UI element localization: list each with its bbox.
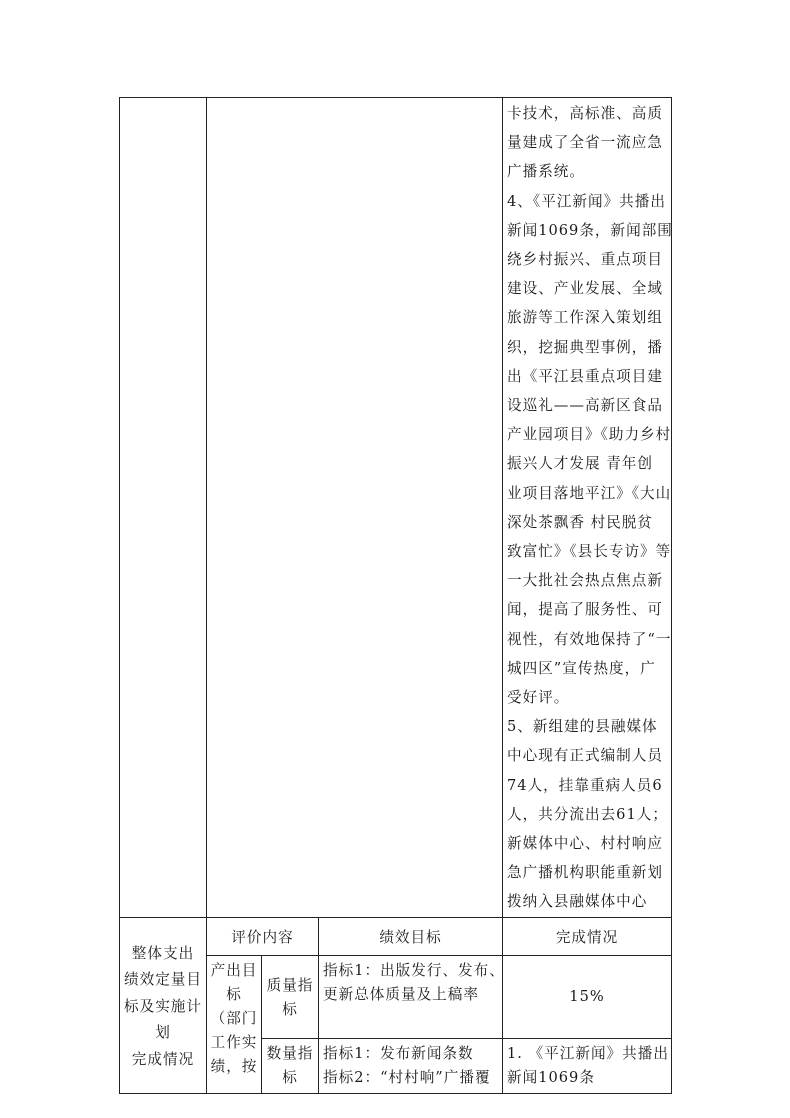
blank-cell-middle: [207, 98, 503, 918]
narrative-line: 中心现有正式编制人员: [507, 747, 663, 765]
output-target-line: 标: [226, 985, 242, 1003]
narrative-line: 5、新组建的县融媒体: [507, 718, 658, 736]
quantity-target-line: 指标1：发布新闻条数: [323, 1044, 474, 1062]
blank-cell-left: [120, 98, 207, 918]
quantity-status-line: 1. 《平江新闻》共播出: [507, 1044, 669, 1062]
header-target: 绩效目标: [319, 917, 503, 955]
narrative-row: [120, 98, 672, 918]
quantity-label-line: 标: [282, 1068, 298, 1086]
narrative-line: 拨纳入县融媒体中心: [507, 893, 648, 911]
narrative-line: 4、《平江新闻》共播出: [507, 192, 666, 210]
narrative-line: 人，共分流出去61人；: [507, 805, 668, 823]
quantity-target-cell: [319, 1038, 503, 1093]
narrative-line: 74人，挂靠重病人员6: [507, 776, 663, 794]
narrative-line: 绕乡村振兴、重点项目: [507, 251, 663, 269]
section-label-cell: [120, 917, 207, 1093]
narrative-line: 建设、产业发展、全域: [507, 280, 663, 298]
section-label-line: 完成情况: [131, 1050, 195, 1068]
quality-label-line: 质量指: [266, 976, 314, 994]
quality-target-line: 更新总体质量及上稿率: [323, 985, 479, 1003]
narrative-line: 广播系统。: [507, 163, 585, 181]
narrative-line: 一大批社会热点焦点新: [507, 572, 663, 590]
performance-table: [119, 97, 672, 1094]
narrative-line: 旅游等工作深入策划组: [507, 309, 663, 327]
quantity-label-line: 数量指: [266, 1044, 314, 1062]
output-target-line: （部门: [210, 1009, 258, 1027]
narrative-line: 产业园项目》《助力乡村: [507, 426, 672, 444]
quality-indicator-label: [262, 955, 319, 1038]
header-content: 评价内容: [207, 917, 319, 955]
narrative-line: 新媒体中心、村村响应: [507, 835, 663, 853]
quantity-indicator-label: [262, 1038, 319, 1093]
section-label-line: 标及实施计: [124, 997, 202, 1015]
output-target-line: 工作实: [210, 1033, 258, 1051]
narrative-line: 城四区”宣传热度，广: [507, 659, 656, 677]
narrative-line: 量建成了全省一流应急: [507, 134, 663, 152]
section-label-line: 划: [155, 1024, 171, 1042]
header-row: [120, 917, 672, 955]
output-target-line: 绩，按: [210, 1057, 258, 1075]
narrative-line: 致富忙》《县长专访》等: [507, 543, 672, 561]
quality-target-line: 指标1：出版发行、发布、: [323, 961, 505, 979]
section-label-line: 整体支出: [131, 944, 195, 962]
output-target-cell: [207, 955, 262, 1093]
narrative-text-cell: [503, 98, 672, 918]
narrative-line: 急广播机构职能重新划: [507, 864, 663, 882]
quality-status-cell: 15%: [503, 955, 672, 1038]
output-target-line: 产出目: [210, 961, 258, 979]
narrative-line: 受好评。: [507, 689, 570, 707]
narrative-line: 卡技术，高标准、高质: [507, 105, 663, 122]
narrative-line: 振兴人才发展 青年创: [507, 455, 653, 473]
section-label-line: 绩效定量目: [124, 971, 202, 989]
narrative-line: 业项目落地平江》《大山: [507, 484, 672, 502]
quality-target-cell: [319, 955, 503, 1038]
quantity-status-line: 新闻1069条: [507, 1068, 595, 1086]
quality-label-line: 标: [282, 1000, 298, 1018]
narrative-line: 视性，有效地保持了“一: [507, 630, 672, 648]
narrative-line: 出《平江县重点项目建: [507, 367, 663, 385]
narrative-line: 新闻1069条，新闻部围: [507, 221, 673, 239]
narrative-line: 深处茶飘香 村民脱贫: [507, 513, 653, 531]
quantity-target-line: 指标2：“村村响”广播覆: [323, 1068, 491, 1086]
quantity-status-cell: [503, 1038, 672, 1093]
header-status: 完成情况: [503, 917, 672, 955]
narrative-line: 设巡礼——高新区食品: [507, 397, 663, 415]
narrative-line: 闻，提高了服务性、可: [507, 601, 663, 619]
narrative-line: 织，挖掘典型事例，播: [507, 338, 663, 356]
